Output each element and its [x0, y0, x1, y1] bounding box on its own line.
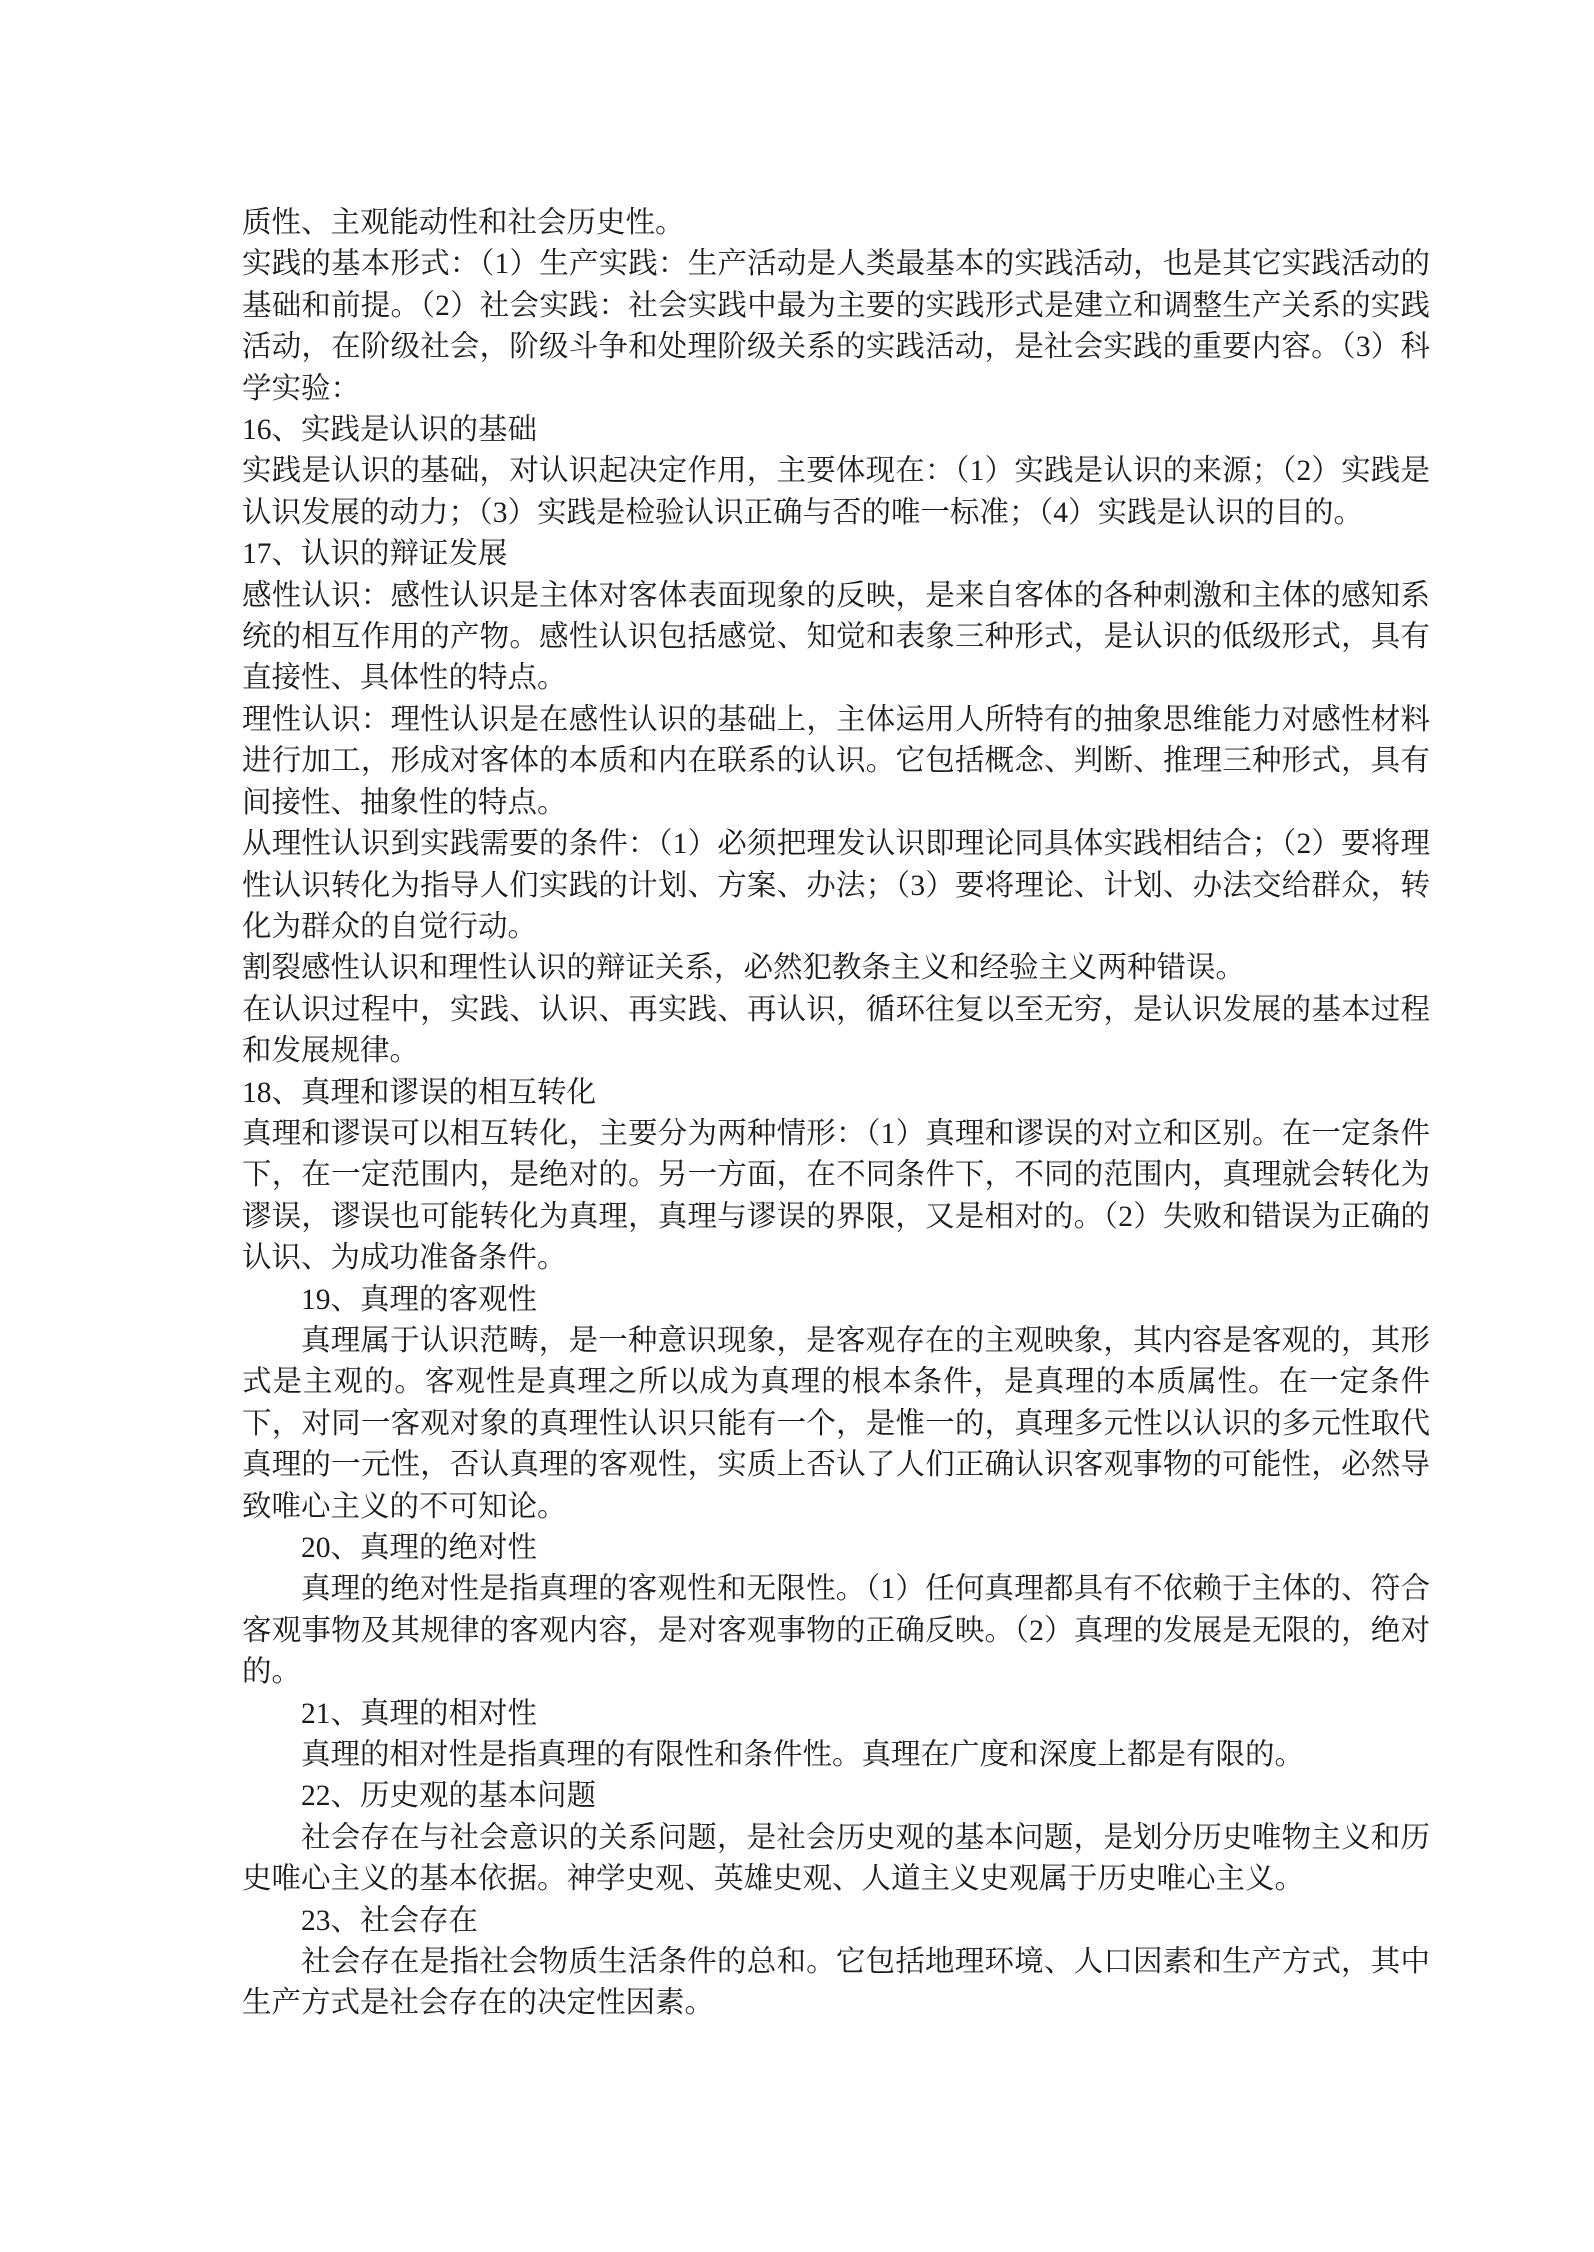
paragraph: 20、真理的绝对性 — [301, 1532, 538, 1564]
paragraph: 21、真理的相对性 — [301, 1697, 538, 1730]
paragraph: 真理的相对性是指真理的有限性和条件性。真理在广度和深度上都是有限的。 — [301, 1739, 1305, 1772]
paragraph: 实践是认识的基础，对认识起决定作用，主要体现在：（1）实践是认识的来源；（2）实践是认识发展的动力；（3）实践是检验认识正确与否的唯一标准；（4）实践是认识的目的。 — [242, 455, 1430, 529]
paragraph: 从理性认识到实践需要的条件：（1）必须把理发认识即理论同具体实践相结合；（2）要将理性认识转化为指导人们实践的计划、方案、办法；（3）要将理论、计划、办法交给群众，转化为群众的自觉行动。 — [242, 828, 1430, 943]
paragraph: 实践的基本形式：（1）生产实践：生产活动是人类最基本的实践活动，也是其它实践活动的基础和前提。（2）社会实践：社会实践中最为主要的实践形式是建立和调整生产关系的实践活动，在阶级社会，阶级斗争和处理阶级关系的实践活动，是社会实践的重要内容。（3）科学实验： — [242, 248, 1430, 405]
paragraph: 割裂感性认识和理性认识的辩证关系，必然犯教条主义和经验主义两种错误。 — [242, 952, 1246, 985]
paragraph: 真理属于认识范畴，是一种意识现象，是客观存在的主观映象，其内容是客观的，其形式是主观的。客观性是真理之所以成为真理的根本条件，是真理的本质属性。在一定条件下，对同一客观对象的真理性认识只能有一个，是惟一的，真理多元性以认识的多元性取代真理的一元性，否认真理的客观性，实质上否认了人们正确认识客观事物的可能性，必然导致唯心主义的不可知论。 — [242, 1324, 1430, 1523]
paragraph: 感性认识：感性认识是主体对客体表面现象的反映，是来自客体的各种刺激和主体的感知系统的相互作用的产物。感性认识包括感觉、知觉和表象三种形式，是认识的低级形式，具有直接性、具体性的特点。 — [242, 579, 1430, 695]
paragraph: 17、认识的辩证发展 — [242, 538, 508, 571]
paragraph: 社会存在是指社会物质生活条件的总和。它包括地理环境、人口因素和生产方式，其中生产方式是社会存在的决定性因素。 — [242, 1946, 1430, 2020]
paragraph: 23、社会存在 — [301, 1904, 479, 1937]
document-body — [242, 203, 1430, 2025]
paragraph: 社会存在与社会意识的关系问题，是社会历史观的基本问题，是划分历史唯物主义和历史唯心主义的基本依据。神学史观、英雄史观、人道主义史观属于历史唯心主义。 — [242, 1821, 1430, 1896]
paragraph: 真理的绝对性是指真理的客观性和无限性。（1）任何真理都具有不依赖于主体的、符合客观事物及其规律的客观内容，是对客观事物的正确反映。（2）真理的发展是无限的，绝对的。 — [242, 1573, 1430, 1689]
paragraph: 质性、主观能动性和社会历史性。 — [242, 207, 685, 239]
paragraph: 理性认识：理性认识是在感性认识的基础上，主体运用人所特有的抽象思维能力对感性材料进行加工，形成对客体的本质和内在联系的认识。它包括概念、判断、推理三种形式，具有间接性、抽象性的特点。 — [242, 703, 1430, 819]
paragraph: 在认识过程中，实践、认识、再实践、再认识，循环往复以至无穷，是认识发展的基本过程和发展规律。 — [242, 993, 1430, 1068]
paragraph: 22、历史观的基本问题 — [301, 1780, 597, 1813]
paragraph: 18、真理和谬误的相互转化 — [242, 1076, 597, 1109]
paragraph: 16、实践是认识的基础 — [242, 414, 538, 447]
paragraph: 真理和谬误可以相互转化，主要分为两种情形：（1）真理和谬误的对立和区别。在一定条件下，在一定范围内，是绝对的。另一方面，在不同条件下，不同的范围内，真理就会转化为谬误，谬误也可能转化为真理，真理与谬误的界限，又是相对的。（2）失败和错误为正确的认识、为成功准备条件。 — [242, 1117, 1430, 1275]
paragraph: 19、真理的客观性 — [301, 1283, 538, 1316]
